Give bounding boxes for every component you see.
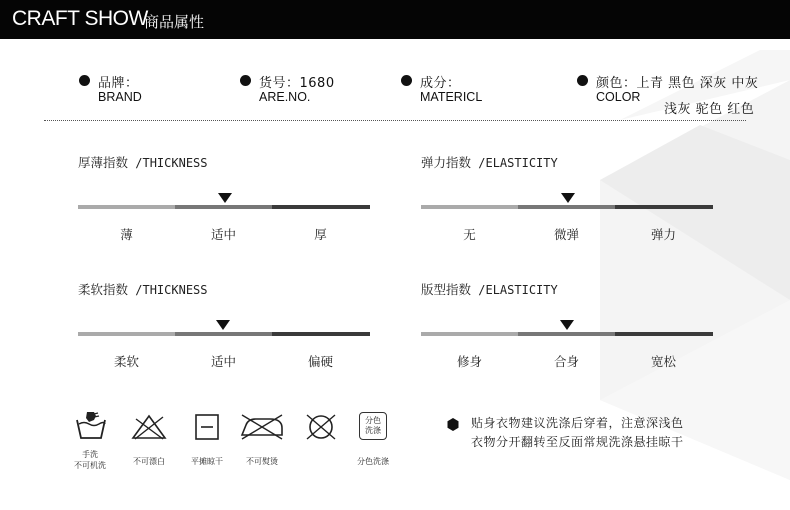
- scale-segment: [518, 205, 615, 209]
- meter-title: 版型指数 /ELASTICITY: [421, 282, 558, 297]
- scale-label: 偏硬: [307, 354, 333, 369]
- attribute-label-cn: 品牌：: [98, 76, 139, 91]
- elasticity-meter: [421, 153, 713, 253]
- scale-segment: [615, 205, 713, 209]
- no-dry-clean-icon: [305, 413, 337, 441]
- scale-label: 无: [463, 227, 476, 242]
- indicator-arrow-icon: [218, 193, 232, 203]
- scale-label: 宽松: [650, 354, 676, 369]
- care-note-line1: 贴身衣物建议洗涤后穿着，注意深浅色: [471, 416, 684, 430]
- attribute-label-cn: 颜色：上青 黑色 深灰 中灰: [596, 76, 759, 91]
- separate-wash-icon: 分色 洗涤: [359, 412, 387, 440]
- attribute-label-en: ARE.NO.: [259, 90, 311, 104]
- attribute-color-more: 浅灰 驼色 红色: [664, 102, 755, 117]
- scale-label: 弹力: [650, 227, 676, 242]
- indicator-arrow-icon: [561, 193, 575, 203]
- meter-title: 弹力指数 /ELASTICITY: [421, 155, 558, 170]
- hand-wash-label: 手洗 不可机洗: [74, 450, 106, 470]
- attribute-label-en: COLOR: [596, 90, 641, 104]
- care-note-line2: 衣物分开翻转至反面常规洗涤悬挂晾干: [471, 435, 684, 449]
- no-bleach-label: 不可漂白: [133, 457, 165, 466]
- flat-dry-icon: [194, 413, 220, 441]
- fit-meter: [421, 280, 713, 380]
- scale-label: 修身: [456, 354, 482, 369]
- scale-segment: [78, 205, 175, 209]
- scale-label: 柔软: [113, 354, 139, 369]
- bullet-icon: [401, 75, 412, 86]
- indicator-arrow-icon: [560, 320, 574, 330]
- scale-segment: [272, 205, 370, 209]
- scale-label: 薄: [120, 227, 133, 242]
- scale-label: 厚: [314, 227, 327, 242]
- header-bar: [0, 0, 790, 39]
- divider: [44, 120, 746, 121]
- separate-wash-label: 分色洗涤: [357, 457, 389, 466]
- no-iron-label: 不可熨烫: [246, 457, 278, 466]
- scale-segment: [78, 332, 175, 336]
- scale-segment: [518, 332, 615, 336]
- scale-label: 合身: [553, 354, 579, 369]
- hand-wash-icon: [74, 410, 108, 440]
- attribute-label-en: BRAND: [98, 90, 142, 104]
- scale-segment: [175, 332, 272, 336]
- bullet-icon: [240, 75, 251, 86]
- scale-segment: [175, 205, 272, 209]
- softness-meter: [78, 280, 370, 380]
- flat-dry-label: 平摊晾干: [191, 457, 223, 466]
- scale-label: 适中: [210, 227, 236, 242]
- scale-segment: [421, 205, 518, 209]
- scale-segment: [615, 332, 713, 336]
- attribute-label-cn: 货号：1680: [259, 76, 335, 91]
- attribute-label-en: MATERICL: [420, 90, 483, 104]
- section-title: 商品属性: [144, 13, 205, 31]
- meter-title: 柔软指数 /THICKNESS: [78, 282, 208, 297]
- no-bleach-icon: [130, 413, 168, 441]
- hexagon-bullet-icon: [447, 418, 459, 431]
- scale-label: 微弹: [553, 227, 579, 242]
- attribute-label-cn: 成分：: [420, 76, 461, 91]
- bullet-icon: [577, 75, 588, 86]
- thickness-meter: [78, 153, 370, 253]
- no-iron-icon: [238, 413, 286, 441]
- indicator-arrow-icon: [216, 320, 230, 330]
- meter-title: 厚薄指数 /THICKNESS: [78, 155, 208, 170]
- scale-segment: [421, 332, 518, 336]
- brand-title: CRAFT SHOW: [12, 7, 148, 30]
- bullet-icon: [79, 75, 90, 86]
- scale-segment: [272, 332, 370, 336]
- scale-label: 适中: [210, 354, 236, 369]
